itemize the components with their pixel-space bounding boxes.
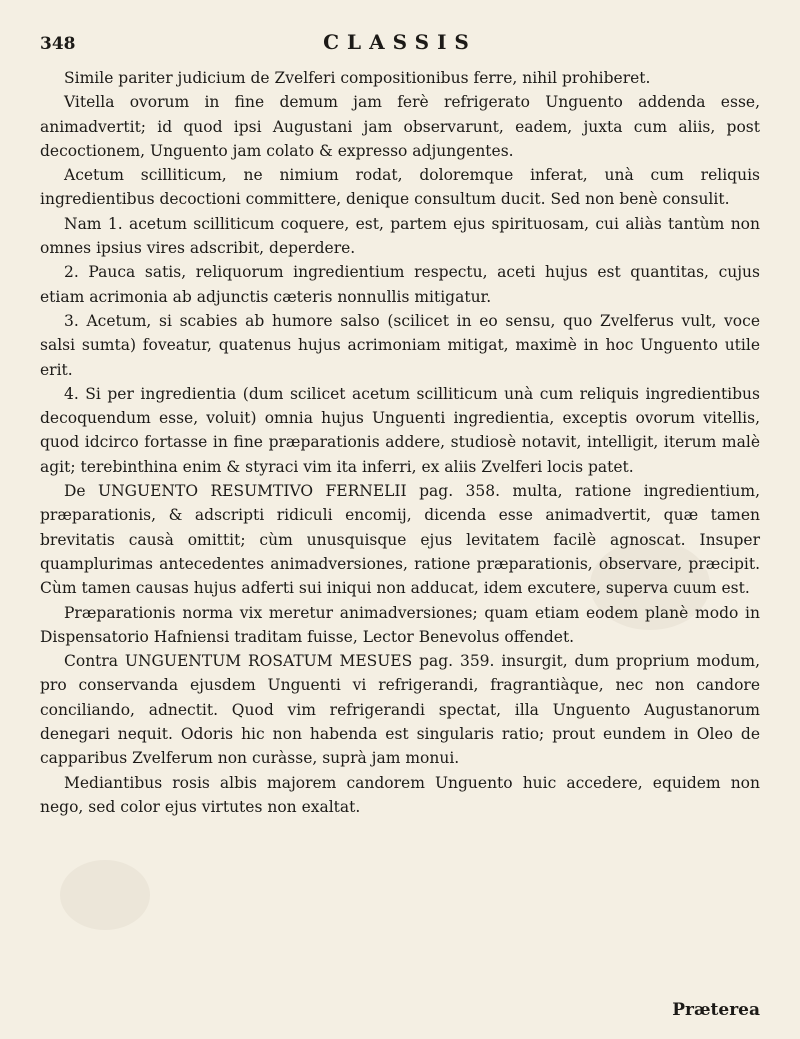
running-head: CLASSIS xyxy=(323,30,477,54)
page-header xyxy=(40,30,760,60)
page-number: 348 xyxy=(40,34,76,54)
paragraph: Contra UNGUENTUM ROSATUM MESUES pag. 359. insurgit, dum proprium modum, pro conservanda ejusdem Unguenti vi refrigerandi, fragrantiàque, nec non candore conciliando, adnectit. Quod vim refrigerandi spectat, illa Unguento Augustanorum denegari nequit. Odoris hic non habenda est singularis ratio; prout eundem in Oleo de capparibus Zvelferum non curàsse, suprà jam monui. xyxy=(40,652,760,768)
paragraph: 3. Acetum, si scabies ab humore salso (scilicet in eo sensu, quo Zvelferus vult, voce salsi sumta) foveatur, quatenus hujus acrimoniam mitigat, maximè in hoc Unguento utile erit. xyxy=(40,311,760,379)
paragraph: Acetum scilliticum, ne nimium rodat, doloremque inferat, unà cum reliquis ingredientibus decoctioni committere, denique consultum ducit. Sed non benè consulit. xyxy=(40,166,760,209)
paragraph: Vitella ovorum in fine demum jam ferè refrigerato Unguento addenda esse, animadvertit; id quod ipsi Augustani jam observarunt, eadem, juxta cum aliis, post decoctionem, Unguento jam colato & expresso adjungentes. xyxy=(40,93,760,160)
paragraph: Mediantibus rosis albis majorem candorem Unguento huic accedere, equidem non nego, sed color ejus virtutes non exaltat. xyxy=(40,773,760,816)
paragraph: De UNGUENTO RESUMTIVO FERNELII pag. 358. multa, ratione ingredientium, præparationis, & adscripti ridiculi encomij, dicenda esse animadvertit, quæ tamen brevitatis causà omittit; cùm unusquisque ejus levitatem facilè agnoscat. Insuper quamplurimas antecedentes animadversiones, ratione præparationis, observare, præcipit. Cùm tamen causas hujus adferti sui iniqui non adducat, idem excutere, superva cuum est. xyxy=(40,482,760,598)
paragraph: Nam 1. acetum scilliticum coquere, est, partem ejus spirituosam, cui aliàs tantùm non omnes ipsius vires adscribit, deperdere. xyxy=(40,214,760,258)
paragraph: Præparationis norma vix meretur animadversiones; quam etiam eodem planè modo in Dispensatorio Hafniensi traditam fuisse, Lector Benevolus offendet. xyxy=(40,603,760,646)
paper-stain xyxy=(60,860,150,930)
main-text xyxy=(40,66,760,819)
catchword: Præterea xyxy=(672,1000,760,1020)
paragraph: 2. Pauca satis, reliquorum ingredientium respectu, aceti hujus est quantitas, cujus etiam acrimonia ab adjunctis cæteris nonnullis mitigatur. xyxy=(40,263,760,306)
paragraph: Simile pariter judicium de Zvelferi compositionibus ferre, nihil prohiberet. xyxy=(64,69,651,87)
paragraph: 4. Si per ingredientia (dum scilicet acetum scilliticum unà cum reliquis ingredientibus decoquendum esse, voluit) omnia hujus Unguenti ingredientia, exceptis ovorum vitellis, quod idcirco fortasse in fine præparationis addere, studiosè notavit, intelligit, iterum malè agit; terebinthina enim & styraci vim ita inferri, ex aliis Zvelferi locis patet. xyxy=(40,384,760,476)
